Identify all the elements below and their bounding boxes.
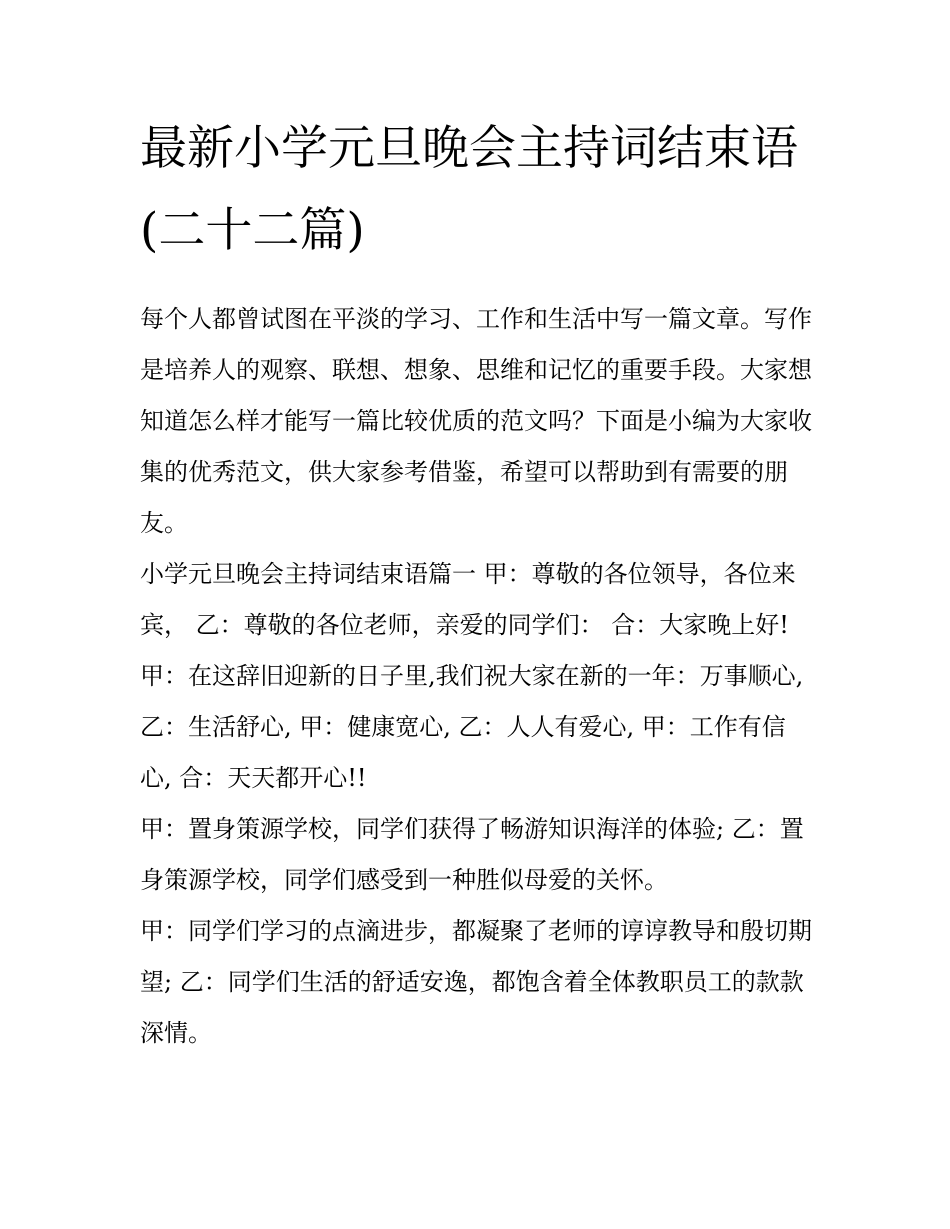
paragraph-opening-greeting: 小学元旦晚会主持词结束语篇一 甲：尊敬的各位领导，各位来宾， 乙：尊敬的各位老师，亲爱的同学们： 合：大家晚上好!: [140, 560, 796, 639]
paragraph-intro: 每个人都曾试图在平淡的学习、工作和生活中写一篇文章。写作是培养人的观察、联想、想象、思维和记忆的重要手段。大家想知道怎么样才能写一篇比较优质的范文吗？下面是小编为大家收集的优秀范文，供大家参考借鉴，希望可以帮助到有需要的朋友。: [140, 305, 812, 537]
paragraph-new-year-wishes: 甲：在这辞旧迎新的日子里,我们祝大家在新的一年：万事顺心, 乙：生活舒心, 甲：健康宽心, 乙：人人有爱心, 甲：工作有信心, 合：天天都开心!!: [140, 662, 804, 792]
document-body: [140, 294, 816, 1059]
document-title: 最新小学元旦晚会主持词结束语(二十二篇): [140, 121, 798, 258]
paragraph-school-experience: 甲：置身策源学校，同学们获得了畅游知识海洋的体验; 乙：置身策源学校，同学们感受到一种胜似母爱的关怀。: [140, 815, 804, 894]
paragraph-teachers-gratitude: 甲：同学们学习的点滴进步，都凝聚了老师的谆谆教导和殷切期望; 乙：同学们生活的舒适安逸，都饱含着全体教职员工的款款深情。: [140, 917, 812, 1047]
document-content: [140, 108, 816, 1059]
